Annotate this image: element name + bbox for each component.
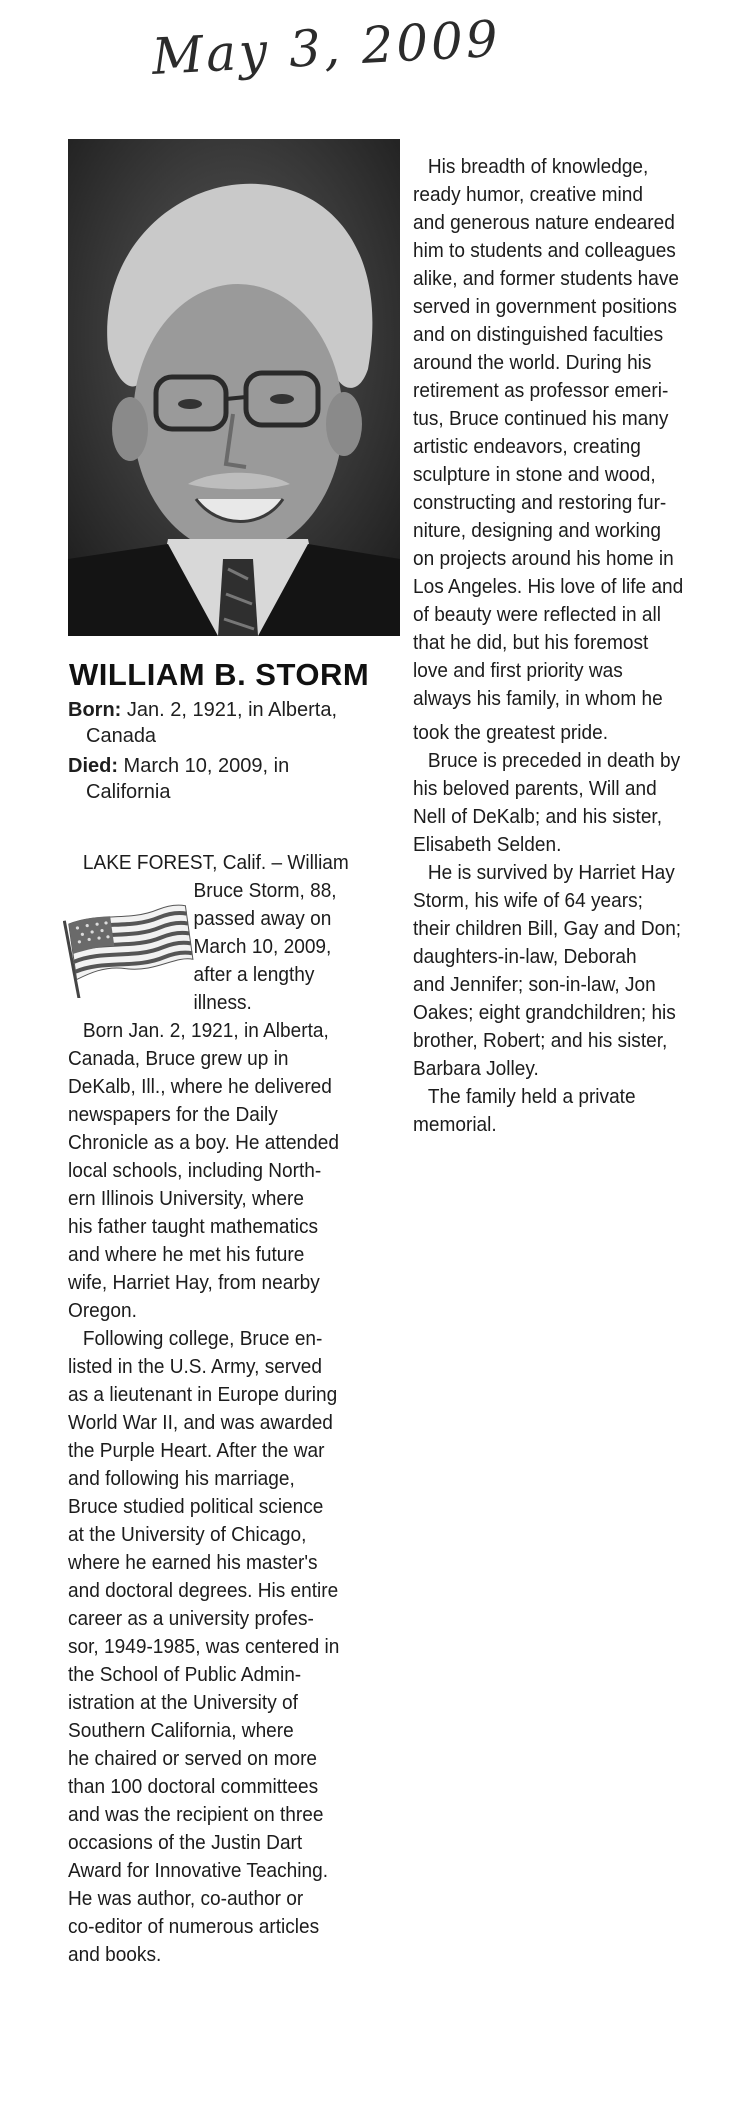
body-line: tus, Bruce continued his many [413,407,669,430]
body-line: sor, 1949-1985, was centered in [68,1635,340,1658]
body-line: Elisabeth Selden. [413,833,562,856]
body-line: sculpture in stone and wood, [413,463,656,486]
body-line: LAKE FOREST, Calif. – William [82,851,349,874]
obituary-name-heading: WILLIAM B. STORM [69,657,370,692]
body-line: His breadth of knowledge, [427,155,649,178]
body-line: career as a university profes- [68,1607,314,1630]
body-line: served in government positions [413,295,677,318]
body-line: and generous nature endeared [413,211,675,234]
body-line: Nell of DeKalb; and his sister, [413,805,663,828]
body-line: Southern California, where [68,1719,294,1742]
body-line: their children Bill, Gay and Don; [413,917,682,940]
body-line: and on distinguished faculties [413,323,664,346]
body-line: March 10, 2009, [193,935,332,958]
body-line: passed away on [193,907,332,930]
body-line: istration at the University of [68,1691,298,1714]
body-line: The family held a private [427,1085,636,1108]
obituary-right-column [413,153,683,1139]
body-line: Barbara Jolley. [413,1057,539,1080]
body-line: alike, and former students have [413,267,680,290]
body-line: Storm, his wife of 64 years; [413,889,643,912]
body-line: than 100 doctoral committees [68,1775,319,1798]
body-line: illness. [193,991,252,1014]
body-line: He is survived by Harriet Hay [427,861,675,884]
died-value-continued: California [86,781,171,803]
body-line: occasions of the Justin Dart [68,1831,303,1854]
body-line: ready humor, creative mind [413,183,643,206]
body-line: took the greatest pride. [413,721,609,744]
body-line: memorial. [413,1113,497,1136]
obituary-left-column [68,849,349,1969]
body-line: co-editor of numerous articles [68,1915,320,1938]
born-label: Born: [68,699,122,721]
body-line: Oakes; eight grandchildren; his [413,1001,676,1024]
body-line: listed in the U.S. Army, served [68,1355,322,1378]
body-line: of beauty were reflected in all [413,603,661,626]
handwritten-date: May 3, 2009 [150,9,503,86]
body-line: as a lieutenant in Europe during [68,1383,338,1406]
body-line: newspapers for the Daily [68,1103,278,1126]
body-line: ern Illinois University, where [68,1187,304,1210]
body-line: on projects around his home in [413,547,674,570]
body-line: wife, Harriet Hay, from nearby [68,1271,320,1294]
died-label: Died: [68,755,118,777]
born-info [68,697,337,749]
died-value: March 10, 2009, in [118,755,290,777]
body-line: retirement as professor emeri- [413,379,669,402]
body-line: that he did, but his foremost [413,631,649,654]
body-line: and was the recipient on three [68,1803,324,1826]
body-line: World War II, and was awarded [68,1411,333,1434]
body-line: and doctoral degrees. His entire [68,1579,339,1602]
body-line: He was author, co-author or [68,1887,304,1910]
body-line: love and first priority was [413,659,623,682]
body-line: Los Angeles. His love of life and [413,575,684,598]
body-line: the School of Public Admin- [68,1663,302,1686]
body-line: Chronicle as a boy. He attended [68,1131,339,1154]
body-line: his father taught mathematics [68,1215,319,1238]
body-line: and where he met his future [68,1243,305,1266]
body-line: around the world. During his [413,351,652,374]
body-line: he chaired or served on more [68,1747,318,1770]
body-line: Bruce is preceded in death by [427,749,681,772]
body-line: DeKalb, Ill., where he delivered [68,1075,332,1098]
body-line: and following his marriage, [68,1467,295,1490]
body-line: brother, Robert; and his sister, [413,1029,668,1052]
body-line: where he earned his master's [68,1551,318,1574]
portrait-photo [68,139,400,636]
body-line: always his family, in whom he [413,687,663,710]
born-value: Jan. 2, 1921, in Alberta, [121,699,338,721]
body-line: the Purple Heart. After the war [68,1439,325,1462]
body-line: local schools, including North- [68,1159,322,1182]
died-info [68,753,289,805]
born-value-continued: Canada [86,725,157,747]
body-line: and books. [68,1943,162,1966]
body-line: artistic endeavors, creating [413,435,641,458]
body-line: and Jennifer; son-in-law, Jon [413,973,656,996]
body-line: at the University of Chicago, [68,1523,307,1546]
body-line: daughters-in-law, Deborah [413,945,637,968]
body-line: niture, designing and working [413,519,662,542]
body-line: Canada, Bruce grew up in [68,1047,289,1070]
body-line: Following college, Bruce en- [82,1327,323,1350]
body-line: Bruce Storm, 88, [193,879,337,902]
body-line: him to students and colleagues [413,239,676,262]
body-line: after a lengthy [193,963,315,986]
body-line: Bruce studied political science [68,1495,324,1518]
body-line: constructing and restoring fur- [413,491,667,514]
body-line: Award for Innovative Teaching. [68,1859,329,1882]
body-line: Born Jan. 2, 1921, in Alberta, [82,1019,329,1042]
body-line: his beloved parents, Will and [413,777,657,800]
body-line: Oregon. [68,1299,137,1322]
